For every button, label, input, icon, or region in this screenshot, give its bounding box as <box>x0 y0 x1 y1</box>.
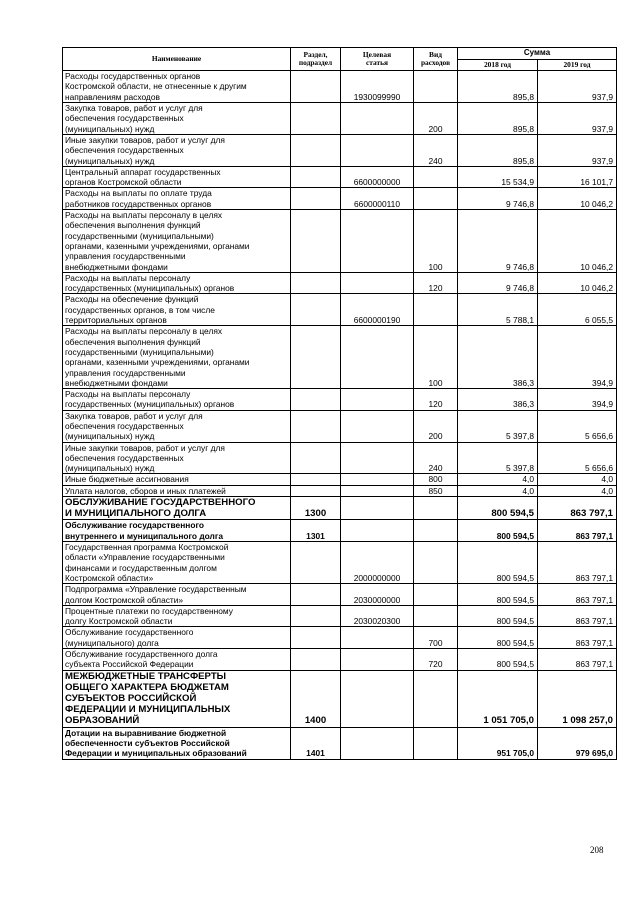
table-row <box>63 410 617 442</box>
budget-expenditure-table <box>62 47 617 760</box>
row-section-cell <box>291 134 341 166</box>
row-section-cell: 1301 <box>291 520 341 542</box>
row-name-cell: Закупка товаров, работ и услуг для обеспечения государственных (муниципальных) нужд <box>63 410 291 442</box>
row-name-cell: Уплата налогов, сборов и иных платежей <box>63 485 291 496</box>
row-amount-2018-cell: 800 594,5 <box>458 605 538 627</box>
row-article-cell <box>341 497 414 520</box>
row-name-cell: Расходы на выплаты персоналу государственных (муниципальных) органов <box>63 272 291 294</box>
row-article-cell: 6600000000 <box>341 166 414 188</box>
table-row <box>63 71 617 103</box>
row-amount-2018-cell: 9 746,8 <box>458 272 538 294</box>
row-article-cell <box>341 326 414 389</box>
table-row <box>63 166 617 188</box>
row-section-cell <box>291 326 341 389</box>
table-row <box>63 294 617 326</box>
row-amount-2018-cell: 800 594,5 <box>458 542 538 584</box>
row-expense-type-cell: 850 <box>414 485 458 496</box>
row-expense-type-cell: 720 <box>414 649 458 671</box>
row-amount-2018-cell: 895,8 <box>458 134 538 166</box>
row-expense-type-cell: 200 <box>414 103 458 135</box>
row-name-cell: Обслуживание государственного долга субъекта Российской Федерации <box>63 649 291 671</box>
row-amount-2018-cell: 800 594,5 <box>458 497 538 520</box>
row-name-cell: Расходы на выплаты персоналу в целях обеспечения выполнения функций государственными (муниципальными) органами, казенными учреждениями, органами управления государственными внебюджетными фондами <box>63 210 291 273</box>
row-amount-2019-cell: 10 046,2 <box>538 188 617 210</box>
row-name-cell: Расходы государственных органов Костромской области, не отнесенные к другим направлениям расходов <box>63 71 291 103</box>
row-article-cell <box>341 485 414 496</box>
header-expense-type: Вид расходов <box>414 48 458 71</box>
row-article-cell: 2030000000 <box>341 584 414 606</box>
row-article-cell <box>341 410 414 442</box>
row-name-cell: Дотации на выравнивание бюджетной обеспеченности субъектов Российской Федерации и муниципальных образований <box>63 727 291 759</box>
table-row <box>63 584 617 606</box>
row-section-cell <box>291 210 341 273</box>
row-amount-2018-cell: 951 705,0 <box>458 727 538 759</box>
header-year-2019: 2019 год <box>538 59 617 71</box>
row-section-cell: 1300 <box>291 497 341 520</box>
row-amount-2019-cell: 937,9 <box>538 134 617 166</box>
row-article-cell <box>341 272 414 294</box>
row-section-cell <box>291 627 341 649</box>
row-article-cell <box>341 670 414 727</box>
row-amount-2019-cell: 10 046,2 <box>538 210 617 273</box>
row-section-cell <box>291 584 341 606</box>
row-expense-type-cell: 240 <box>414 134 458 166</box>
row-expense-type-cell: 120 <box>414 272 458 294</box>
row-name-cell: Расходы на обеспечение функций государственных органов, в том числе территориальных органов <box>63 294 291 326</box>
row-amount-2019-cell: 6 055,5 <box>538 294 617 326</box>
row-article-cell <box>341 389 414 411</box>
table-row <box>63 326 617 389</box>
table-row <box>63 605 617 627</box>
row-name-cell: Расходы на выплаты персоналу государственных (муниципальных) органов <box>63 389 291 411</box>
row-section-cell <box>291 188 341 210</box>
table-row <box>63 188 617 210</box>
table-row <box>63 727 617 759</box>
row-amount-2019-cell: 10 046,2 <box>538 272 617 294</box>
row-section-cell <box>291 485 341 496</box>
table-row <box>63 520 617 542</box>
row-amount-2019-cell: 5 656,6 <box>538 410 617 442</box>
table-row <box>63 485 617 496</box>
row-article-cell <box>341 627 414 649</box>
row-amount-2019-cell: 937,9 <box>538 103 617 135</box>
row-name-cell: Государственная программа Костромской области «Управление государственными финансами и государственным долгом Костромской области» <box>63 542 291 584</box>
row-amount-2019-cell: 863 797,1 <box>538 649 617 671</box>
row-expense-type-cell: 120 <box>414 389 458 411</box>
row-expense-type-cell <box>414 166 458 188</box>
row-expense-type-cell <box>414 670 458 727</box>
row-expense-type-cell: 700 <box>414 627 458 649</box>
row-name-cell: Иные закупки товаров, работ и услуг для обеспечения государственных (муниципальных) нужд <box>63 442 291 474</box>
row-expense-type-cell <box>414 542 458 584</box>
table-row <box>63 627 617 649</box>
row-article-cell <box>341 727 414 759</box>
row-expense-type-cell: 800 <box>414 474 458 485</box>
row-name-cell: Иные закупки товаров, работ и услуг для обеспечения государственных (муниципальных) нужд <box>63 134 291 166</box>
row-amount-2019-cell: 5 656,6 <box>538 442 617 474</box>
table-row <box>63 389 617 411</box>
row-section-cell <box>291 71 341 103</box>
table-row <box>63 210 617 273</box>
row-name-cell: Обслуживание государственного (муниципального) долга <box>63 627 291 649</box>
row-section-cell <box>291 272 341 294</box>
row-article-cell <box>341 520 414 542</box>
row-amount-2019-cell: 394,9 <box>538 326 617 389</box>
row-amount-2018-cell: 15 534,9 <box>458 166 538 188</box>
row-amount-2018-cell: 800 594,5 <box>458 649 538 671</box>
table-row <box>63 649 617 671</box>
row-section-cell <box>291 442 341 474</box>
budget-table-page <box>62 47 616 760</box>
row-name-cell: МЕЖБЮДЖЕТНЫЕ ТРАНСФЕРТЫ ОБЩЕГО ХАРАКТЕРА БЮДЖЕТАМ СУБЪЕКТОВ РОССИЙСКОЙ ФЕДЕРАЦИИ И МУНИЦИПАЛЬНЫХ ОБРАЗОВАНИЙ <box>63 670 291 727</box>
row-amount-2019-cell: 863 797,1 <box>538 497 617 520</box>
table-row <box>63 272 617 294</box>
row-name-cell: Процентные платежи по государственному долгу Костромской области <box>63 605 291 627</box>
row-article-cell: 2000000000 <box>341 542 414 584</box>
row-amount-2019-cell: 4,0 <box>538 485 617 496</box>
row-amount-2019-cell: 863 797,1 <box>538 520 617 542</box>
header-section: Раздел, подраздел <box>291 48 341 71</box>
row-article-cell: 6600000110 <box>341 188 414 210</box>
row-amount-2019-cell: 16 101,7 <box>538 166 617 188</box>
row-amount-2018-cell: 5 397,8 <box>458 410 538 442</box>
row-section-cell <box>291 542 341 584</box>
header-sum: Сумма <box>458 48 617 60</box>
row-amount-2018-cell: 800 594,5 <box>458 520 538 542</box>
table-body <box>63 71 617 759</box>
row-amount-2018-cell: 800 594,5 <box>458 584 538 606</box>
row-amount-2019-cell: 4,0 <box>538 474 617 485</box>
row-amount-2018-cell: 5 397,8 <box>458 442 538 474</box>
row-amount-2018-cell: 4,0 <box>458 485 538 496</box>
row-section-cell <box>291 103 341 135</box>
row-article-cell <box>341 103 414 135</box>
row-expense-type-cell <box>414 727 458 759</box>
row-expense-type-cell: 200 <box>414 410 458 442</box>
row-expense-type-cell <box>414 605 458 627</box>
row-amount-2018-cell: 800 594,5 <box>458 627 538 649</box>
row-section-cell <box>291 649 341 671</box>
row-name-cell: Расходы на выплаты персоналу в целях обеспечения выполнения функций государственными (муниципальными) органами, казенными учреждениями, органами управления государственными внебюджетными фондами <box>63 326 291 389</box>
row-expense-type-cell <box>414 294 458 326</box>
row-amount-2018-cell: 895,8 <box>458 71 538 103</box>
row-article-cell: 6600000190 <box>341 294 414 326</box>
row-amount-2018-cell: 9 746,8 <box>458 188 538 210</box>
row-expense-type-cell <box>414 71 458 103</box>
row-amount-2018-cell: 4,0 <box>458 474 538 485</box>
row-expense-type-cell: 240 <box>414 442 458 474</box>
row-amount-2018-cell: 895,8 <box>458 103 538 135</box>
table-row <box>63 134 617 166</box>
row-article-cell: 2030020300 <box>341 605 414 627</box>
row-expense-type-cell: 100 <box>414 326 458 389</box>
row-name-cell: Подпрограмма «Управление государственным долгом Костромской области» <box>63 584 291 606</box>
page-number: 208 <box>590 845 604 855</box>
table-row <box>63 542 617 584</box>
row-amount-2018-cell: 5 788,1 <box>458 294 538 326</box>
row-amount-2018-cell: 386,3 <box>458 389 538 411</box>
row-amount-2019-cell: 863 797,1 <box>538 605 617 627</box>
row-amount-2019-cell: 937,9 <box>538 71 617 103</box>
row-name-cell: Центральный аппарат государственных органов Костромской области <box>63 166 291 188</box>
row-section-cell <box>291 474 341 485</box>
row-section-cell <box>291 389 341 411</box>
row-name-cell: Расходы на выплаты по оплате труда работников государственных органов <box>63 188 291 210</box>
row-article-cell: 1930099990 <box>341 71 414 103</box>
row-article-cell <box>341 442 414 474</box>
row-amount-2019-cell: 979 695,0 <box>538 727 617 759</box>
row-name-cell: Закупка товаров, работ и услуг для обеспечения государственных (муниципальных) нужд <box>63 103 291 135</box>
row-amount-2019-cell: 863 797,1 <box>538 542 617 584</box>
row-amount-2018-cell: 1 051 705,0 <box>458 670 538 727</box>
row-amount-2019-cell: 863 797,1 <box>538 627 617 649</box>
table-row <box>63 103 617 135</box>
row-section-cell: 1401 <box>291 727 341 759</box>
row-article-cell <box>341 134 414 166</box>
row-expense-type-cell <box>414 188 458 210</box>
row-amount-2018-cell: 9 746,8 <box>458 210 538 273</box>
row-name-cell: ОБСЛУЖИВАНИЕ ГОСУДАРСТВЕННОГО И МУНИЦИПАЛЬНОГО ДОЛГА <box>63 497 291 520</box>
table-header-row <box>63 48 617 60</box>
header-article: Целевая статья <box>341 48 414 71</box>
row-expense-type-cell: 100 <box>414 210 458 273</box>
table-row <box>63 497 617 520</box>
row-name-cell: Обслуживание государственного внутреннего и муниципального долга <box>63 520 291 542</box>
header-year-2018: 2018 год <box>458 59 538 71</box>
row-section-cell <box>291 605 341 627</box>
row-expense-type-cell <box>414 520 458 542</box>
row-amount-2019-cell: 863 797,1 <box>538 584 617 606</box>
row-section-cell <box>291 294 341 326</box>
row-amount-2018-cell: 386,3 <box>458 326 538 389</box>
row-section-cell <box>291 410 341 442</box>
header-name: Наименование <box>63 48 291 71</box>
row-expense-type-cell <box>414 497 458 520</box>
row-article-cell <box>341 474 414 485</box>
row-amount-2019-cell: 1 098 257,0 <box>538 670 617 727</box>
row-expense-type-cell <box>414 584 458 606</box>
row-article-cell <box>341 210 414 273</box>
row-amount-2019-cell: 394,9 <box>538 389 617 411</box>
row-article-cell <box>341 649 414 671</box>
table-row <box>63 442 617 474</box>
table-row <box>63 670 617 727</box>
row-section-cell: 1400 <box>291 670 341 727</box>
row-name-cell: Иные бюджетные ассигнования <box>63 474 291 485</box>
table-row <box>63 474 617 485</box>
row-section-cell <box>291 166 341 188</box>
